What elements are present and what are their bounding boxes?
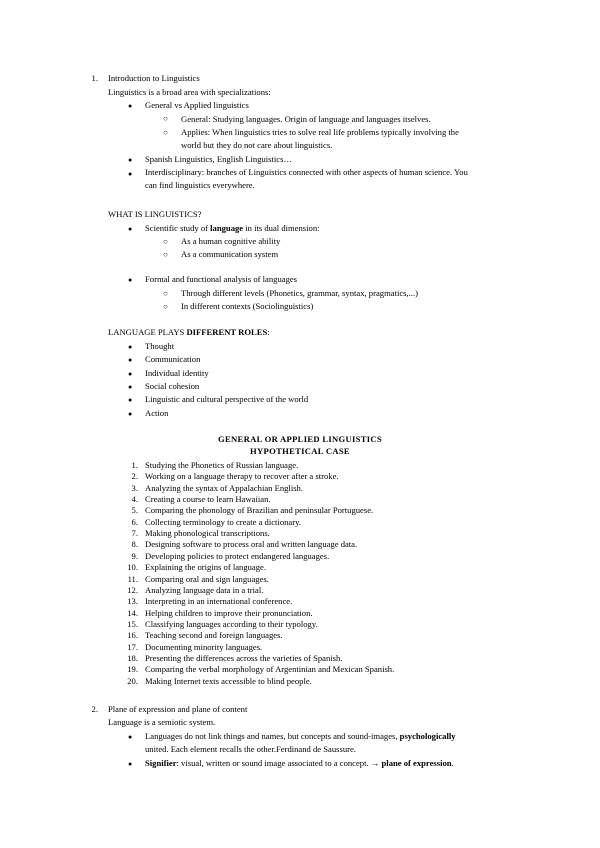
list-item: Linguistic and cultural perspective of the world (145, 394, 309, 405)
bullet-icon: ● (128, 396, 133, 405)
bullet-icon: ● (128, 156, 133, 164)
section-number: 2. (91, 704, 98, 714)
list-item: Action (145, 407, 169, 418)
hollow-bullet-icon: ○ (163, 128, 168, 137)
list-item: Individual identity (145, 367, 209, 378)
bullet-icon: ● (128, 225, 133, 233)
list-item: Comparing the phonology of Brazilian and peninsular Portuguese. (145, 505, 374, 516)
list-item: Analyzing language data in a trial. (145, 584, 264, 595)
list-item: Comparing oral and sign languages. (145, 573, 269, 584)
heading: LANGUAGE PLAYS DIFFERENT ROLES: (108, 327, 270, 337)
item-number: 19. (127, 664, 138, 675)
item-number: 1. (131, 460, 138, 470)
list-item: Collecting terminology to create a dictionary. (145, 516, 301, 527)
item-number: 14. (127, 607, 138, 618)
list-item: Applies: When linguistics tries to solve real life problems typically involving the (181, 127, 459, 137)
list-item: As a communication system (181, 249, 279, 259)
list-item: Classifying languages according to their typology. (145, 618, 318, 629)
list-item: General vs Applied linguistics (145, 100, 249, 110)
hollow-bullet-icon: ○ (163, 302, 168, 311)
list-item: Formal and functional analysis of languages (145, 274, 298, 284)
bullet-icon: ● (128, 369, 133, 378)
list-item: Interpreting in an international conference. (145, 596, 293, 607)
hollow-bullet-icon: ○ (163, 237, 168, 246)
list-item: Making Internet texts accessible to blind people. (145, 675, 312, 686)
item-number: 13. (127, 596, 138, 607)
list-item: Creating a course to learn Hawaiian. (145, 494, 271, 505)
list-item: Explaining the origins of language. (145, 562, 267, 573)
list-item: Languages do not link things and names, but concepts and sound-images, psychologically (145, 731, 456, 741)
item-number: 16. (127, 630, 138, 641)
list-item: Signifier: visual, written or sound image associated to a concept. → plane of expression. (145, 758, 454, 768)
bullet-icon: ● (128, 276, 133, 284)
item-number: 12. (127, 584, 138, 595)
list-item: Designing software to process oral and written language data. (145, 539, 358, 550)
bullet-icon: ● (128, 409, 133, 418)
list-item: As a human cognitive ability (181, 236, 281, 246)
section-title: Plane of expression and plane of content (108, 704, 248, 714)
list-item: Analyzing the syntax of Appalachian English. (145, 482, 303, 493)
item-number: 11. (127, 573, 138, 584)
intro-text: Linguistics is a broad area with specializations: (108, 87, 271, 97)
item-number: 17. (127, 641, 138, 652)
list-item: Thought (145, 341, 175, 351)
list-item: Making phonological transcriptions. (145, 528, 270, 539)
item-number: 2. (131, 471, 138, 482)
list-item-continued: united. Each element recalls the other.Ferdinand de Saussure. (145, 744, 356, 754)
intro-text: Language is a semiotic system. (108, 717, 216, 727)
item-number: 10. (127, 562, 138, 573)
case-title: GENERAL OR APPLIED LINGUISTICS (218, 434, 382, 444)
list-item: Spanish Linguistics, English Linguistics… (145, 154, 293, 164)
case-subtitle: HYPOTHETICAL CASE (250, 446, 350, 456)
list-item: Teaching second and foreign languages. (145, 630, 283, 641)
bullet-icon: ● (128, 382, 133, 391)
list-item: Studying the Phonetics of Russian language. (145, 460, 299, 470)
list-item: Working on a language therapy to recover after a stroke. (145, 471, 339, 482)
list-item: Presenting the differences across the varieties of Spanish. (145, 652, 343, 663)
bullet-icon: ● (128, 733, 133, 741)
heading: WHAT IS LINGUISTICS? (108, 209, 202, 219)
hollow-bullet-icon: ○ (163, 250, 168, 259)
list-item: Helping children to improve their pronunciation. (145, 607, 313, 618)
item-number: 7. (131, 528, 138, 539)
item-number: 4. (131, 494, 138, 505)
bullet-icon: ● (128, 170, 133, 178)
list-item: Scientific study of language in its dual dimension: (145, 223, 320, 233)
list-item-continued: world but they do not care about linguistics. (181, 140, 333, 150)
list-item: Developing policies to protect endangered languages. (145, 550, 330, 561)
bullet-icon: ● (128, 343, 133, 351)
list-item: In different contexts (Sociolinguistics) (181, 301, 314, 311)
bullet-icon: ● (128, 760, 133, 768)
item-number: 15. (127, 618, 138, 629)
section-title: Introduction to Linguistics (108, 73, 200, 83)
item-number: 20. (127, 675, 138, 686)
list-item-continued: can find linguistics everywhere. (145, 180, 255, 190)
list-item: Interdisciplinary: branches of Linguistics connected with other aspects of human science. You (145, 167, 468, 177)
list-item: Social cohesion (145, 380, 200, 391)
section-number: 1. (91, 73, 98, 83)
item-number: 5. (131, 505, 138, 516)
hollow-bullet-icon: ○ (163, 289, 168, 298)
item-number: 18. (127, 652, 138, 663)
list-item: Communication (145, 354, 201, 365)
item-number: 3. (131, 482, 138, 493)
list-item: Documenting minority languages. (145, 641, 263, 652)
item-number: 9. (131, 550, 138, 561)
hollow-bullet-icon: ○ (163, 114, 168, 123)
bullet-icon: ● (128, 102, 133, 110)
item-number: 8. (131, 539, 138, 550)
list-item: Through different levels (Phonetics, grammar, syntax, pragmatics,...) (181, 288, 418, 298)
list-item: Comparing the verbal morphology of Argentinian and Mexican Spanish. (145, 664, 395, 675)
bullet-icon: ● (128, 356, 133, 365)
item-number: 6. (131, 516, 138, 527)
list-item: General: Studying languages. Origin of language and languages itselves. (181, 114, 431, 124)
